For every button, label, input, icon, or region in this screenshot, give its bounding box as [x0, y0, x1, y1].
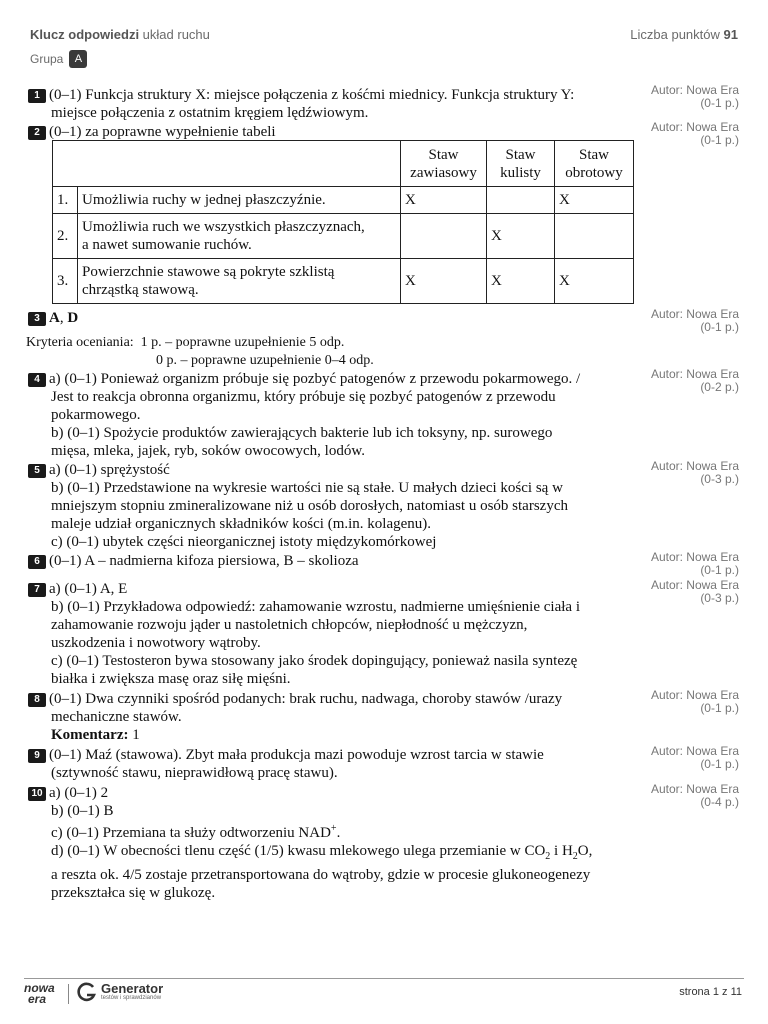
- criteria-item: 0 p. – poprawne uzupełnienie 0–4 odp.: [156, 353, 374, 368]
- title-subject: układ ruchu: [139, 27, 210, 42]
- table-header-cell: Staw obrotowy: [555, 141, 634, 187]
- author-note: [651, 689, 739, 715]
- superscript: +: [330, 823, 337, 834]
- nowa-era-logo: [24, 983, 55, 1005]
- answer-text: maleje udział organicznych składników kości (m.in. kolagenu).: [51, 516, 432, 532]
- question-1: [28, 86, 648, 122]
- table-header-cell: Staw kulisty: [487, 141, 555, 187]
- answer-option: A: [49, 310, 60, 326]
- page-number: strona 1 z 11: [679, 986, 742, 998]
- author-label: Autor: Nowa Era: [650, 550, 739, 564]
- author-note: [651, 308, 739, 334]
- answer-text: c) (0–1) ubytek części nieorganicznej istoty międzykomórkowej: [51, 534, 437, 550]
- answer-option: D: [67, 310, 79, 326]
- answer-text: zahamowanie rozwoju jąder u nastoletnich chłopców, niepłodność u mężczyzn,: [51, 617, 528, 633]
- author-note: [651, 84, 739, 110]
- cell-mark: X: [401, 259, 487, 304]
- question-points: (0-1 p.): [700, 563, 739, 577]
- generator-g-icon: [76, 981, 98, 1003]
- title-bold: Klucz odpowiedzi: [30, 27, 140, 42]
- question-7: [28, 580, 648, 688]
- question-points: (0-1 p.): [700, 320, 739, 334]
- author-note: [651, 745, 739, 771]
- logo-text: era: [28, 992, 47, 1006]
- author-label: Autor: Nowa Era: [650, 83, 739, 97]
- question-number: 8: [28, 693, 46, 707]
- answer-text-part: .: [336, 825, 341, 841]
- subscript: 2: [545, 851, 551, 862]
- cell-mark: X: [401, 187, 487, 214]
- question-number: 9: [28, 749, 46, 763]
- answer-text: a) (0–1) Ponieważ organizm próbuje się pozbyć patogenów z przewodu pokarmowego. /: [49, 371, 581, 387]
- answer-text: a reszta ok. 4/5 zostaje przetransportowana do wątroby, gdzie w procesie glukoneogenezy: [51, 867, 591, 883]
- answer-text: uszkodzenia i nowotwory wątroby.: [51, 635, 261, 651]
- cell-mark: X: [487, 259, 555, 304]
- row-description: Umożliwia ruchy w jednej płaszczyźnie.: [78, 187, 401, 214]
- answer-text: (0–1) Maź (stawowa). Zbyt mała produkcja mazi powoduje wzrost tarcia w stawie: [49, 747, 544, 763]
- question-number: 2: [28, 126, 46, 140]
- answer-text-part: O,: [577, 843, 593, 859]
- answer-text: pokarmowego.: [51, 407, 141, 423]
- answer-text: (sztywność stawu, nieprawidłową pracę stawu).: [51, 765, 338, 781]
- question-points: (0-1 p.): [700, 133, 739, 147]
- answer-text: [28, 842, 668, 866]
- comment: [28, 726, 648, 744]
- question-points: (0-3 p.): [700, 591, 739, 605]
- question-points: (0-4 p.): [700, 795, 739, 809]
- row-number: 2.: [53, 214, 78, 259]
- question-number: 1: [28, 89, 46, 103]
- logo-separator: [68, 984, 69, 1004]
- generator-tagline: testów i sprawdzianów: [101, 995, 162, 1001]
- answer-text: a) (0–1) 2: [49, 785, 109, 801]
- answer-text: mechaniczne stawów.: [51, 709, 182, 725]
- points-total: [630, 27, 738, 42]
- question-number: 3: [28, 312, 46, 326]
- points-value: 91: [723, 27, 738, 42]
- row-number: 3.: [53, 259, 78, 304]
- question-5: [28, 461, 648, 551]
- question-number: 10: [28, 787, 46, 801]
- joints-table: [52, 140, 634, 304]
- table-row: [53, 259, 634, 304]
- footer-divider: [24, 978, 744, 979]
- author-label: Autor: Nowa Era: [650, 744, 739, 758]
- answer-text: Jest to reakcja obronna organizmu, który próbuje się pozbyć patogenów z przewodu: [51, 389, 556, 405]
- author-label: Autor: Nowa Era: [650, 367, 739, 381]
- answer-text: (0–1) A – nadmierna kifoza piersiowa, B – skolioza: [49, 553, 359, 569]
- answer-text: miejsce połączenia z ostatnim kręgiem lędźwiowym.: [51, 105, 369, 121]
- group-label: Grupa: [30, 52, 64, 66]
- answer-separator: ,: [59, 310, 68, 326]
- answer-text: b) (0–1) Przykładowa odpowiedź: zahamowanie wzrostu, nadmierne umięśnienie ciała i: [51, 599, 580, 615]
- criteria-item: 1 p. – poprawne uzupełnienie 5 odp.: [140, 335, 345, 350]
- logo-text: nowa: [24, 981, 55, 995]
- question-6: [28, 552, 648, 570]
- table-row: [53, 187, 634, 214]
- question-points: (0-1 p.): [700, 701, 739, 715]
- question-4: [28, 370, 648, 460]
- answer-text: a) (0–1) A, E: [49, 581, 128, 597]
- question-10: [28, 784, 668, 902]
- cell-mark: X: [555, 259, 634, 304]
- answer-text: [28, 820, 668, 842]
- cell-mark: X: [487, 214, 555, 259]
- subscript: 2: [572, 851, 578, 862]
- answer-text: (0–1) Dwa czynniki spośród podanych: brak ruchu, nadwaga, choroby stawów /urazy: [49, 691, 563, 707]
- document-title: [30, 27, 210, 42]
- cell-mark: X: [555, 187, 634, 214]
- author-note: [651, 121, 739, 147]
- answer-text: mniejszym stopniu zmineralizowane niż u osób dorosłych, natomiast u osób starszych: [51, 498, 568, 514]
- table-header-empty: [53, 141, 401, 187]
- row-description: [78, 214, 401, 259]
- question-number: 4: [28, 373, 46, 387]
- criteria-label: Kryteria oceniania:: [26, 335, 134, 350]
- generator-logo: [76, 981, 163, 1003]
- answer-text: (0–1) Funkcja struktury X: miejsce połączenia z kośćmi miednicy. Funkcja struktury Y:: [49, 87, 575, 103]
- question-points: (0-1 p.): [700, 96, 739, 110]
- author-note: [651, 783, 739, 809]
- author-note: [651, 579, 739, 605]
- points-label: Liczba punktów: [630, 27, 720, 42]
- answer-text-part: i H: [550, 843, 573, 859]
- answer-text: a) (0–1) sprężystość: [49, 462, 170, 478]
- answer-text: białka i zwiększa masę oraz siłę mięśni.: [51, 671, 291, 687]
- cell-mark: [555, 214, 634, 259]
- group-indicator: [30, 50, 87, 68]
- question-number: 7: [28, 583, 46, 597]
- author-label: Autor: Nowa Era: [650, 578, 739, 592]
- author-label: Autor: Nowa Era: [650, 307, 739, 321]
- author-label: Autor: Nowa Era: [650, 120, 739, 134]
- cell-mark: [487, 187, 555, 214]
- row-description-line: a nawet sumowanie ruchów.: [82, 237, 252, 253]
- question-number: 5: [28, 464, 46, 478]
- question-points: (0-3 p.): [700, 472, 739, 486]
- answer-text: mięsa, mleka, jajek, ryb, soków owocowych, lodów.: [51, 443, 365, 459]
- question-points: (0-2 p.): [700, 380, 739, 394]
- answer-text: przekształca się w glukozę.: [51, 885, 216, 901]
- row-description-line: Umożliwia ruch we wszystkich płaszczyznach,: [82, 219, 365, 235]
- author-note: [651, 460, 739, 486]
- answer-text: c) (0–1) Testosteron bywa stosowany jako środek dopingujący, ponieważ nasila syntezę: [51, 653, 578, 669]
- row-description-line: chrząstką stawową.: [82, 282, 199, 298]
- question-2: [28, 123, 648, 141]
- table-row: [53, 214, 634, 259]
- row-description: [78, 259, 401, 304]
- answer-text-part: c) (0–1) Przemiana ta służy odtworzeniu NAD: [51, 825, 331, 841]
- cell-mark: [401, 214, 487, 259]
- grading-criteria: [26, 334, 374, 370]
- answer-text: b) (0–1) B: [51, 803, 114, 819]
- author-label: Autor: Nowa Era: [650, 782, 739, 796]
- author-note: [651, 551, 739, 577]
- answer-text-part: d) (0–1) W obecności tlenu część (1/5) kwasu mlekowego ulega przemianie w CO: [51, 843, 546, 859]
- comment-label: Komentarz:: [51, 727, 129, 743]
- question-number: 6: [28, 555, 46, 569]
- answer-text: b) (0–1) Spożycie produktów zawierających bakterie lub ich toksyny, np. surowego: [51, 425, 553, 441]
- row-number: 1.: [53, 187, 78, 214]
- author-label: Autor: Nowa Era: [650, 688, 739, 702]
- comment-value: 1: [128, 727, 140, 743]
- answer-text: b) (0–1) Przedstawione na wykresie wartości nie są stałe. U małych dzieci kości są w: [51, 480, 563, 496]
- table-header-cell: Staw zawiasowy: [401, 141, 487, 187]
- question-8: [28, 690, 648, 744]
- question-3: [28, 309, 648, 327]
- row-description-line: Powierzchnie stawowe są pokryte szklistą: [82, 264, 335, 280]
- generator-name: Generator: [101, 981, 164, 996]
- group-badge: A: [69, 50, 87, 68]
- answer-text: (0–1) za poprawne wypełnienie tabeli: [49, 124, 276, 140]
- question-points: (0-1 p.): [700, 757, 739, 771]
- question-9: [28, 746, 648, 782]
- author-label: Autor: Nowa Era: [650, 459, 739, 473]
- table-header-row: [53, 141, 634, 187]
- author-note: [651, 368, 739, 394]
